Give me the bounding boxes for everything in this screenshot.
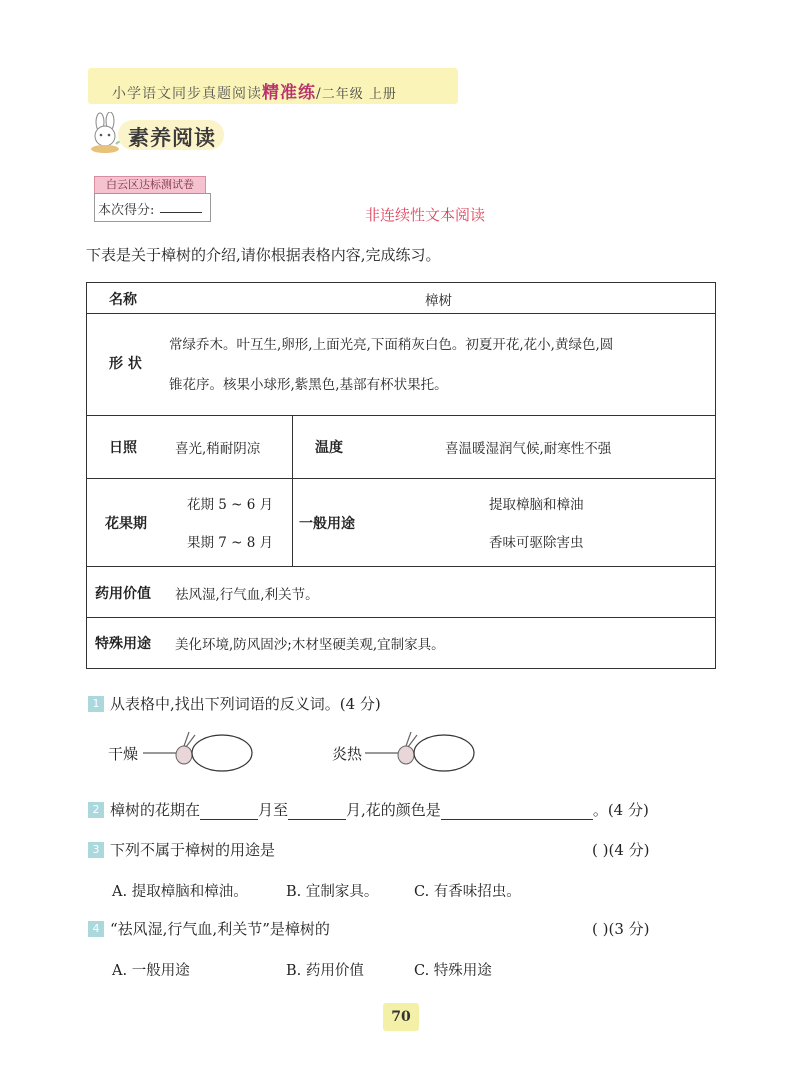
shape-line-1: 常绿乔木。叶互生,卵形,上面光亮,下面稍灰白色。初夏开花,花小,黄绿色,圆: [169, 337, 614, 353]
q2-part-1: 樟树的花期在: [110, 801, 201, 819]
table-divider: [87, 478, 715, 479]
medical-value: 祛风湿,行气血,利关节。: [175, 587, 319, 603]
use-line-1: 提取樟脑和樟油: [489, 497, 584, 513]
word-hot: 炎热: [332, 745, 363, 763]
shape-line-2: 锥花序。核果小球形,紫黑色,基部有杯状果托。: [169, 377, 448, 393]
question-4-option-a[interactable]: A. 一般用途: [112, 963, 190, 979]
question-1-text: 从表格中,找出下列词语的反义词。(4 分): [110, 695, 381, 713]
table-divider: [87, 617, 715, 618]
use-label: 一般用途: [299, 516, 355, 532]
question-3-option-a[interactable]: A. 提取樟脑和樟油。: [112, 884, 248, 900]
answer-bubble-dry[interactable]: [140, 728, 255, 774]
temp-label: 温度: [315, 440, 343, 456]
table-column-divider: [292, 415, 293, 566]
medical-label: 药用价值: [95, 586, 151, 602]
score-label: 本次得分:: [98, 203, 155, 218]
sun-label: 日照: [109, 440, 137, 456]
question-3-number: 3: [88, 842, 104, 858]
table-divider: [87, 415, 715, 416]
question-4-answer-slot[interactable]: ( )(3 分): [592, 920, 650, 938]
question-2-number: 2: [88, 802, 104, 818]
question-1-number: 1: [88, 696, 104, 712]
special-label: 特殊用途: [95, 636, 151, 652]
name-value: 樟树: [425, 293, 452, 309]
question-4-option-c[interactable]: C. 特殊用途: [414, 963, 492, 979]
q2-part-4: 。(4 分): [592, 801, 649, 819]
table-divider: [87, 313, 715, 314]
question-4-option-b[interactable]: B. 药用价值: [286, 963, 364, 979]
table-divider: [87, 566, 715, 567]
series-name: 小学语文同步真题阅读: [112, 86, 262, 102]
question-2-text: [110, 799, 649, 820]
title-separator: /: [316, 86, 322, 102]
question-4-number: 4: [88, 921, 104, 937]
camphor-info-table: [86, 282, 716, 669]
answer-bubble-hot[interactable]: [362, 728, 477, 774]
section-title: 素养阅读: [128, 126, 216, 150]
brand-name: 精准练: [262, 83, 316, 103]
season-label: 花果期: [105, 516, 147, 532]
book-series-title: [112, 78, 397, 103]
sun-value: 喜光,稍耐阴凉: [175, 441, 261, 457]
intro-text: 下表是关于樟树的介绍,请你根据表格内容,完成练习。: [86, 246, 441, 264]
question-3-option-b[interactable]: B. 宜制家具。: [286, 884, 379, 900]
q2-part-3: 月,花的颜色是: [346, 801, 441, 819]
fruit-period: 果期 7 ~ 8 月: [187, 535, 274, 551]
shape-label: 形 状: [109, 356, 142, 372]
question-3-text: 下列不属于樟树的用途是: [110, 841, 276, 859]
use-line-2: 香味可驱除害虫: [489, 535, 584, 551]
name-label: 名称: [109, 292, 137, 308]
test-paper-tag: 白云区达标测试卷: [94, 176, 206, 194]
q2-part-2: 月至: [258, 801, 289, 819]
word-dry: 干燥: [108, 745, 139, 763]
question-3-answer-slot[interactable]: ( )(4 分): [592, 841, 650, 859]
special-value: 美化环境,防风固沙;木材坚硬美观,宜制家具。: [175, 637, 445, 653]
flower-end-blank[interactable]: [288, 801, 346, 820]
temp-value: 喜温暖湿润气候,耐寒性不强: [445, 441, 612, 457]
flower-color-blank[interactable]: [441, 801, 593, 820]
flower-period: 花期 5 ~ 6 月: [187, 497, 274, 513]
question-3-option-c[interactable]: C. 有香味招虫。: [414, 884, 521, 900]
page-number: 70: [383, 1003, 419, 1031]
flower-start-blank[interactable]: [200, 801, 258, 820]
question-4-text: “祛风湿,行气血,利关节”是樟树的: [110, 920, 330, 938]
grade-label: 二年级 上册: [321, 87, 397, 102]
reading-title: 非连续性文本阅读: [364, 206, 485, 224]
